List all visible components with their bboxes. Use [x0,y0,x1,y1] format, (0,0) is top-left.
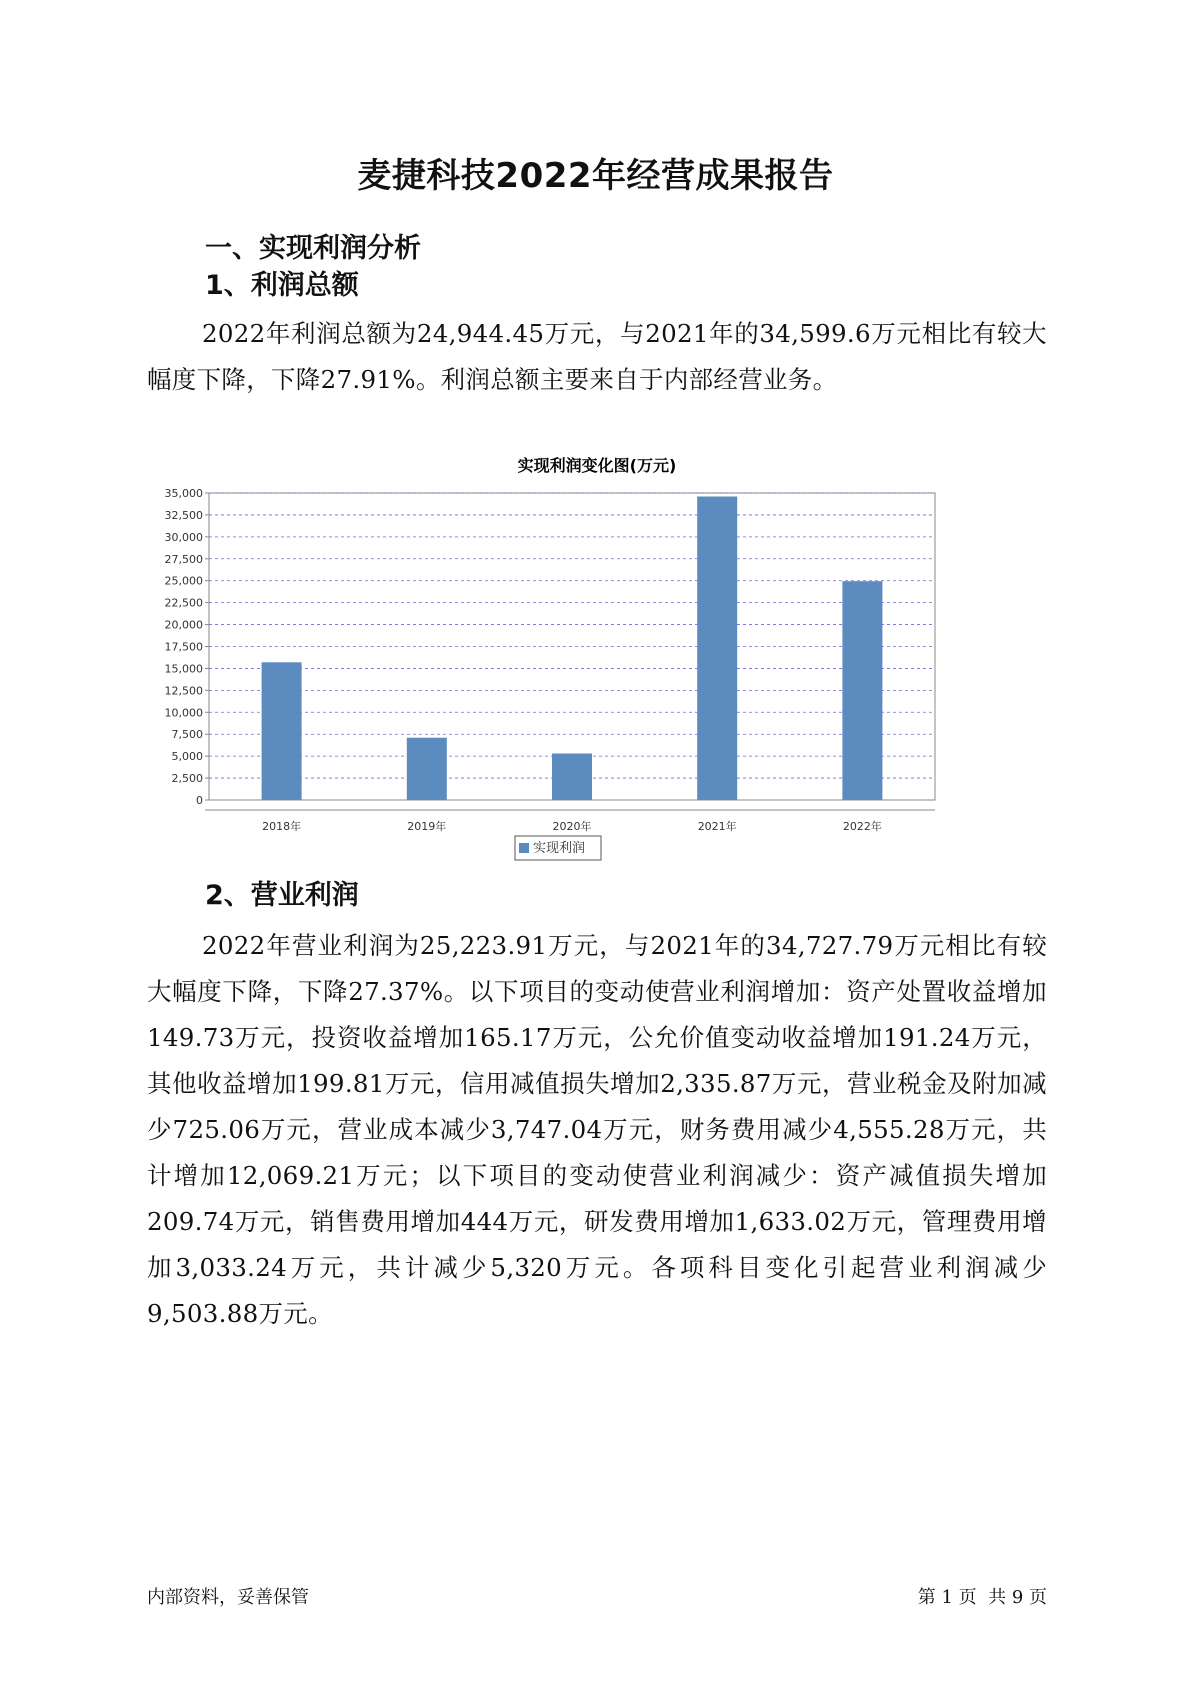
y-tick-label: 22,500 [164,596,203,610]
section-heading-profit-analysis: 一、实现利润分析 [205,233,421,264]
bar [842,581,882,800]
y-tick-label: 27,500 [164,552,203,566]
chart-canvas [147,455,1047,925]
y-tick-label: 25,000 [164,574,203,588]
footer-page-number: 第 1 页 共 9 页 [917,1587,1047,1608]
y-tick-label: 20,000 [164,618,203,632]
total-profit-paragraph: 2022年利润总额为24,944.45万元，与2021年的34,599.6万元相比有较大幅度下降，下降27.91%。利润总额主要来自于内部经营业务。 [147,319,1047,394]
y-tick-label: 30,000 [164,530,203,544]
subsection-heading-total-profit: 1、利润总额 [205,270,359,301]
x-tick-label: 2019年 [407,820,447,833]
y-tick-label: 12,500 [164,684,203,698]
chart-legend [515,836,601,860]
x-tick-label: 2022年 [842,820,882,833]
profit-bar-chart [147,455,1047,925]
y-tick-label: 7,500 [171,728,203,742]
bar [407,738,447,800]
y-tick-label: 15,000 [164,662,203,676]
y-tick-label: 0 [196,794,203,807]
operating-profit-paragraph: 2022年营业利润为25,223.91万元，与2021年的34,727.79万元相比有较大幅度下降，下降27.37%。以下项目的变动使营业利润增加：资产处置收益增加149.73万元，投资收益增加165.17万元，公允价值变动收益增加191.24万元，其他收益增加199.81万元，信用减值损失增加2,335.87万元，营业税金及附加减少725.06万元，营业成本减少3,747.04万元，财务费用减少4,555.28万元，共计增加12,069.21万元；以下项目的变动使营业利润减少：资产减值损失增加209.74万元，销售费用增加444万元，研发费用增加1,633.02万元，管理费用增加3,033.24万元，共计减少5,320万元。各项科目变化引起营业利润减少9,503.88万元。 [147,931,1047,1328]
bar [552,754,592,800]
x-tick-label: 2020年 [552,820,592,833]
footer-confidential-note: 内部资料，妥善保管 [147,1587,309,1608]
x-tick-label: 2021年 [697,820,737,833]
document-title: 麦捷科技2022年经营成果报告 [357,156,834,196]
y-tick-label: 35,000 [164,487,203,500]
y-tick-label: 2,500 [171,772,203,786]
x-tick-label: 2018年 [262,820,302,833]
y-tick-label: 5,000 [171,750,203,764]
y-tick-label: 17,500 [164,640,203,654]
legend-label: 实现利润 [533,841,586,856]
y-tick-label: 10,000 [164,706,203,720]
chart-title: 实现利润变化图(万元) [517,456,677,475]
subsection-heading-operating-profit: 2、营业利润 [205,880,359,911]
y-tick-label: 32,500 [164,508,203,522]
bar [697,497,737,800]
legend-swatch [519,843,529,853]
bar [262,662,302,800]
